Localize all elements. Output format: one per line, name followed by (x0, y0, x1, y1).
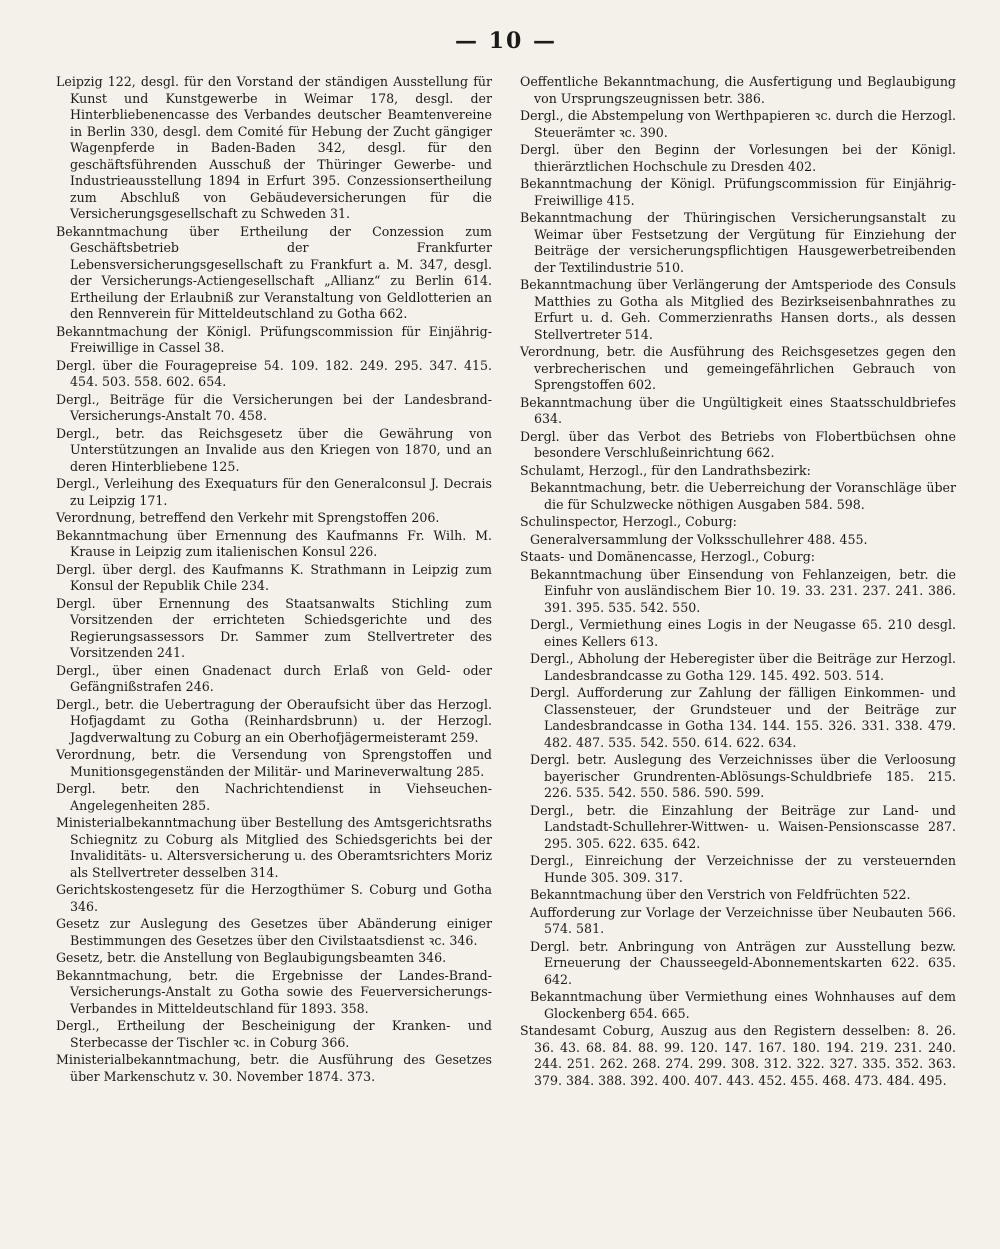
index-subentry: Aufforderung zur Vorlage der Verzeichnisse über Neubauten 566. 574. 581. (530, 904, 956, 936)
index-subentry: Dergl. betr. Auslegung des Verzeichnisses über die Verloosung bayerischer Grundrenten-Ablösungs-Schuldbriefe 185. 215. 226. 535. 542. 550. 586. 590. 599. (530, 752, 956, 800)
index-entry: Dergl. betr. den Nachrichtendienst in Viehseuchen-Angelegenheiten 285. (56, 781, 492, 813)
text-columns (56, 74, 956, 1090)
index-entry: Oeffentliche Bekanntmachung, die Ausfertigung und Beglaubigung von Ursprungszeugnissen betr. 386. (520, 74, 956, 106)
right-column (520, 74, 956, 1090)
index-entry: Dergl., Ertheilung der Bescheinigung der Kranken- und Sterbecasse der Tischler ꝛc. in Coburg 366. (56, 1018, 492, 1050)
index-entry: Dergl. über dergl. des Kaufmanns K. Strathmann in Leipzig zum Konsul der Republik Chile 234. (56, 561, 492, 593)
index-entry: Dergl. über Ernennung des Staatsanwalts Stichling zum Vorsitzenden der errichteten Schiedsgerichte und des Regierungsassessors Dr. Sammer zum Stellvertreter des Vorsitzenden 241. (56, 595, 492, 660)
index-entry: Gerichtskostengesetz für die Herzogthümer S. Coburg und Gotha 346. (56, 882, 492, 914)
left-column (56, 74, 492, 1090)
index-entry: Leipzig 122, desgl. für den Vorstand der ständigen Ausstellung für Kunst und Kunstgewerbe in Weimar 178, desgl. der Hinterbliebenencasse des Verbandes deutscher Beamtenvereine in Berlin 330, desgl. dem Comité für Hebung der Zucht gängiger Wagenpferde in Baden-Baden 342, desgl. für den geschäftsführenden Ausschuß der Thüringer Gewerbe- und Industrieausstellung 1894 in Erfurt 395. Conzessionsertheilung zum Abschluß von Gebäudeversicherungen für die Versicherungsgesellschaft zu Schweden 31. (56, 74, 492, 221)
index-entry: Staats- und Domänencasse, Herzogl., Coburg: (520, 549, 816, 564)
index-subentry: Bekanntmachung über den Verstrich von Feldfrüchten 522. (530, 887, 911, 902)
index-subentry: Generalversammlung der Volksschullehrer 488. 455. (530, 531, 868, 547)
index-entry: Dergl., betr. die Uebertragung der Oberaufsicht über das Herzogl. Hofjagdamt zu Gotha (Reinhardsbrunn) u. der Herzogl. Jagdverwaltung zu Coburg an ein Oberhofjägermeisteramt 259. (56, 696, 492, 745)
index-subentry: Dergl. Aufforderung zur Zahlung der fälligen Einkommen- und Classensteuer, der Grundsteuer und der Beiträge zur Landesbrandcasse in Gotha 134. 144. 155. 326. 331. 338. 479. 482. 487. 535. 542. 550. 614. 622. 634. (530, 685, 956, 750)
index-entry: Dergl., über einen Gnadenact durch Erlaß von Geld- oder Gefängnißstrafen 246. (56, 662, 492, 694)
index-entry: Verordnung, betr. die Versendung von Sprengstoffen und Munitionsgegenständen der Militär- und Marineverwaltung 285. (56, 747, 492, 779)
index-entry: Standesamt Coburg, Auszug aus den Registern desselben: 8. 26. 36. 43. 68. 84. 88. 99. 120. 147. 167. 180. 194. 219. 231. 240. 244. 251. 262. 268. 274. 299. 308. 312. 322. 327. 335. 352. 363. 379. 384. 388. 392. 400. 407. 443. 452. 455. 468. 473. 484. 495. (520, 1023, 956, 1088)
index-subentry: Dergl., Vermiethung eines Logis in der Neugasse 65. 210 desgl. eines Kellers 613. (530, 617, 956, 649)
index-subentry: Dergl., Einreichung der Verzeichnisse der zu versteuernden Hunde 305. 309. 317. (530, 853, 956, 885)
index-entry: Dergl. über die Fouragepreise 54. 109. 182. 249. 295. 347. 415. 454. 503. 558. 602. 654. (56, 357, 492, 389)
index-entry: Bekanntmachung über Verlängerung der Amtsperiode des Consuls Matthies zu Gotha als Mitglied des Bezirkseisenbahnrathes zu Erfurt u. d. Geh. Commerzienraths Hansen dorts., als dessen Stellvertreter 514. (520, 277, 956, 342)
index-entry: Bekanntmachung über die Ungültigkeit eines Staatsschuldbriefes 634. (520, 394, 956, 426)
index-entry: Dergl., die Abstempelung von Werthpapieren ꝛc. durch die Herzogl. Steuerämter ꝛc. 390. (520, 108, 956, 140)
index-entry: Bekanntmachung über Ernennung des Kaufmanns Fr. Wilh. M. Krause in Leipzig zum italienischen Konsul 226. (56, 527, 492, 559)
index-entry: Dergl., Verleihung des Exequaturs für den Generalconsul J. Decrais zu Leipzig 171. (56, 476, 492, 508)
index-entry: Schulamt, Herzogl., für den Landrathsbezirk: (520, 462, 811, 478)
index-entry: Ministerialbekanntmachung, betr. die Ausführung des Gesetzes über Markenschutz v. 30. November 1874. 373. (56, 1052, 492, 1084)
index-entry: Verordnung, betr. die Ausführung des Reichsgesetzes gegen den verbrecherischen und gemeingefährlichen Gebrauch von Sprengstoffen 602. (520, 344, 956, 392)
index-subentry: Bekanntmachung, betr. die Ueberreichung der Voranschläge über die für Schulzwecke nöthigen Ausgaben 584. 598. (530, 480, 956, 512)
index-entry: Gesetz zur Auslegung des Gesetzes über Abänderung einiger Bestimmungen des Gesetzes über den Civilstaatsdienst ꝛc. 346. (56, 916, 492, 948)
index-entry: Bekanntmachung der Königl. Prüfungscommission für Einjährig-Freiwillige 415. (520, 176, 956, 208)
index-entry: Bekanntmachung der Königl. Prüfungscommission für Einjährig-Freiwillige in Cassel 38. (56, 323, 492, 355)
index-entry: Schulinspector, Herzogl., Coburg: (520, 514, 737, 529)
index-subentry: Bekanntmachung über Vermiethung eines Wohnhauses auf dem Glockenberg 654. 665. (530, 989, 956, 1021)
index-entry: Verordnung, betreffend den Verkehr mit Sprengstoffen 206. (56, 510, 440, 525)
index-subentry: Dergl., betr. die Einzahlung der Beiträge zur Land- und Landstadt-Schullehrer-Wittwen- u. Waisen-Pensionscasse 287. 295. 305. 622. 635. 642. (530, 802, 956, 851)
index-entry: Ministerialbekanntmachung über Bestellung des Amtsgerichtsraths Schiegnitz zu Coburg als Mitglied des Schiedsgerichts bei der Invaliditäts- u. Altersversicherung u. des Oberamtsrichters Moriz als Stellvertreter desselben 314. (56, 815, 492, 880)
index-entry: Dergl., Beiträge für die Versicherungen bei der Landesbrand-Versicherungs-Anstalt 70. 458. (56, 391, 492, 423)
page-number: — 10 — (455, 28, 557, 54)
index-entry: Dergl., betr. das Reichsgesetz über die Gewährung von Unterstützungen an Invalide aus den Kriegen von 1870, und an deren Hinterbliebene 125. (56, 425, 492, 474)
index-entry: Gesetz, betr. die Anstellung von Beglaubigungsbeamten 346. (56, 950, 447, 965)
index-subentry: Dergl. betr. Anbringung von Anträgen zur Ausstellung bezw. Erneuerung der Chausseegeld-Abonnementskarten 622. 635. 642. (530, 938, 956, 987)
index-entry: Bekanntmachung über Ertheilung der Conzession zum Geschäftsbetrieb der Frankfurter Lebensversicherungsgesellschaft zu Frankfurt a. M. 347, desgl. der Versicherungs-Actiengesellschaft „Allianz“ zu Berlin 614. Ertheilung der Erlaubniß zur Veranstaltung von Geldlotterien an den Rennverein für Mitteldeutschland zu Gotha 662. (56, 223, 492, 321)
index-subentry: Dergl., Abholung der Heberegister über die Beiträge zur Herzogl. Landesbrandcasse zu Gotha 129. 145. 492. 503. 514. (530, 651, 956, 683)
index-entry: Dergl. über den Beginn der Vorlesungen bei der Königl. thierärztlichen Hochschule zu Dresden 402. (520, 142, 956, 174)
index-entry: Bekanntmachung der Thüringischen Versicherungsanstalt zu Weimar über Festsetzung der Vergütung für Einziehung der Beiträge der versicherungspflichtigen Hausgewerbetreibenden der Textilindustrie 510. (520, 210, 956, 275)
index-entry: Dergl. über das Verbot des Betriebs von Flobertbüchsen ohne besondere Verschlußeinrichtung 662. (520, 428, 956, 460)
index-subentry: Bekanntmachung über Einsendung von Fehlanzeigen, betr. die Einfuhr von ausländischem Bier 10. 19. 33. 231. 237. 241. 386. 391. 395. 535. 542. 550. (530, 566, 956, 615)
index-entry: Bekanntmachung, betr. die Ergebnisse der Landes-Brand-Versicherungs-Anstalt zu Gotha sowie des Feuerversicherungs-Verbandes in Mitteldeutschland für 1893. 358. (56, 967, 492, 1016)
